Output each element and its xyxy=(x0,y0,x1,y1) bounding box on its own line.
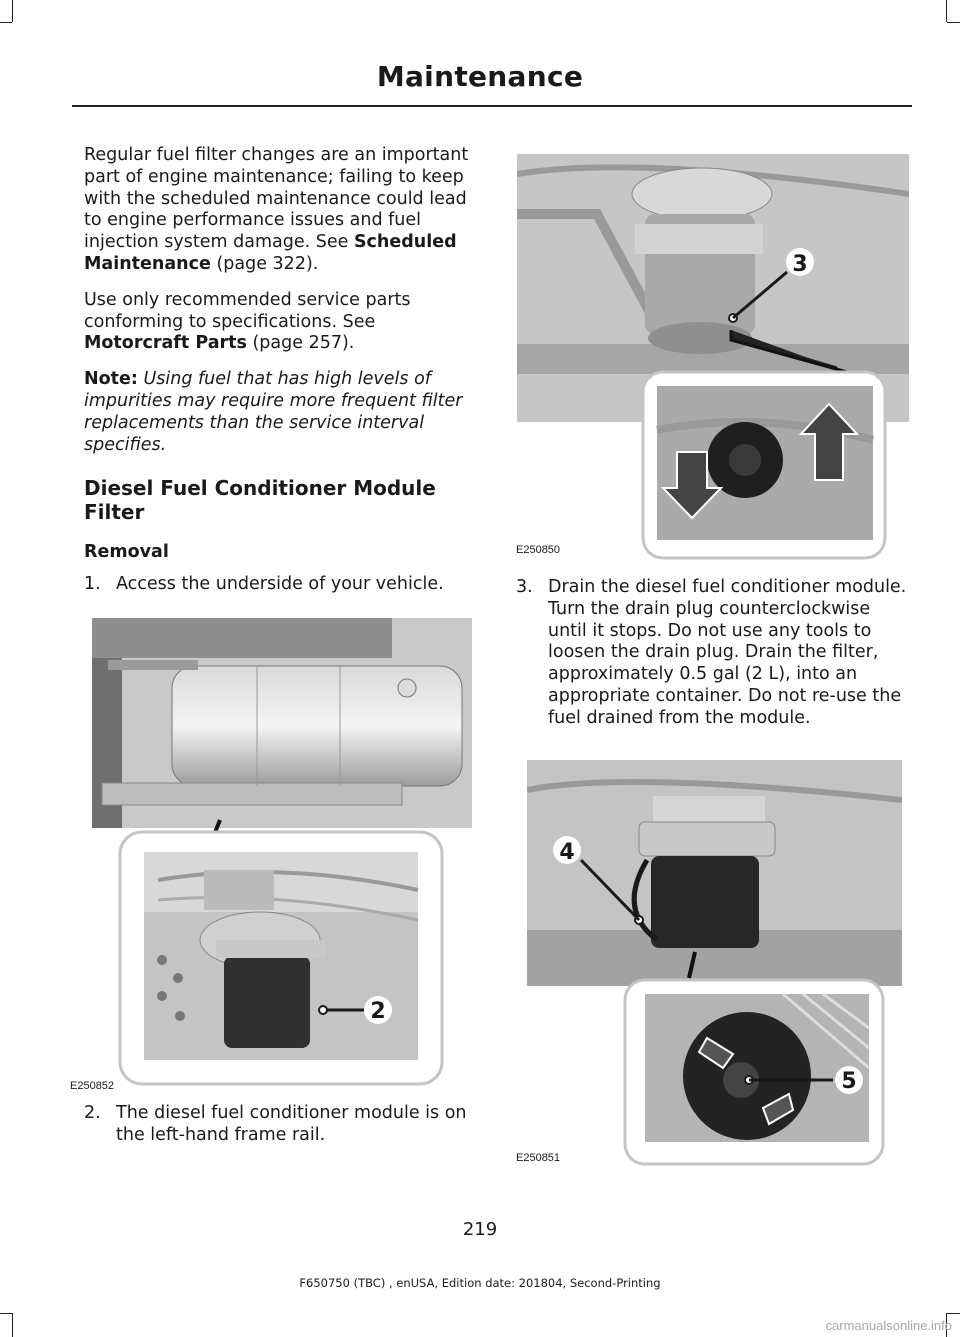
step-text: Access the underside of your vehicle. xyxy=(116,574,444,595)
header-rule xyxy=(72,105,912,107)
page-number: 219 xyxy=(462,1219,498,1240)
figure-code: E250851 xyxy=(516,1152,561,1164)
step-number: 2. xyxy=(84,1103,101,1123)
step-number: 3. xyxy=(516,577,533,597)
watermark-site[interactable]: carmanualsonline.info xyxy=(825,1318,952,1333)
crop-mark xyxy=(947,1313,960,1314)
drain-plug-inset xyxy=(641,370,887,560)
figure-drain-module xyxy=(516,760,909,1166)
note-paragraph xyxy=(84,369,472,456)
crop-mark xyxy=(12,1313,13,1337)
step-2 xyxy=(84,1103,474,1147)
drain-module-illustration xyxy=(527,760,902,986)
callout-2: 2 xyxy=(370,999,386,1024)
drain-module-inset xyxy=(623,978,885,1166)
figure-drain-plug xyxy=(517,154,909,560)
page-title: Maintenance xyxy=(376,60,584,93)
conditioner-module-inset xyxy=(118,830,444,1086)
paragraph-text: Regular fuel filter changes are an important part of engine maintenance; failing to keep with the scheduled maintenance could lead to engine performance issues and fuel injection system damage. See xyxy=(84,145,469,253)
figure-code: E250852 xyxy=(70,1080,115,1092)
figure-code: E250850 xyxy=(516,544,561,556)
paragraph-text: Use only recommended service parts conforming to specifications. See xyxy=(84,289,411,332)
callout-4: 4 xyxy=(559,840,575,865)
paragraph-service-parts xyxy=(84,290,472,355)
crop-mark xyxy=(946,0,947,22)
crop-mark xyxy=(0,1313,12,1314)
crop-mark xyxy=(947,22,960,23)
figure-fuel-tank xyxy=(70,618,472,1092)
section-heading: Diesel Fuel Conditioner Module Filter xyxy=(84,476,436,525)
left-column xyxy=(84,145,472,596)
crop-mark xyxy=(0,22,12,23)
step-text: The diesel fuel conditioner module is on the left-hand frame rail. xyxy=(116,1103,467,1145)
motorcraft-parts-link[interactable]: Motorcraft Parts xyxy=(84,333,247,354)
callout-5: 5 xyxy=(841,1069,857,1094)
scheduled-maintenance-link[interactable]: Scheduled Maintenance xyxy=(84,232,457,274)
step-1 xyxy=(84,574,472,596)
paragraph-fuel-filter xyxy=(84,145,472,276)
note-label: Note: xyxy=(84,369,138,390)
step-number: 1. xyxy=(84,574,101,595)
callout-3: 3 xyxy=(792,252,808,277)
edition-info: F650750 (TBC) , enUSA, Edition date: 201804, Second-Printing xyxy=(299,1276,661,1290)
page-reference: (page 322). xyxy=(210,253,319,274)
step-text: Drain the diesel fuel conditioner module. Turn the drain plug counterclockwise until it stops. Do not use any tools to loosen the drain plug. Drain the filter, approximately 0.5 gal (2 L), into an appropriate container. Do not re-use the fuel drained from the module. xyxy=(548,577,907,728)
crop-mark xyxy=(12,0,13,22)
page-reference: (page 257). xyxy=(246,333,355,354)
subheading-removal: Removal xyxy=(84,542,169,563)
note-text: Using fuel that has high levels of impurities may require more frequent filter replacements than the service interval specifies. xyxy=(84,369,463,455)
step-3 xyxy=(516,577,908,730)
